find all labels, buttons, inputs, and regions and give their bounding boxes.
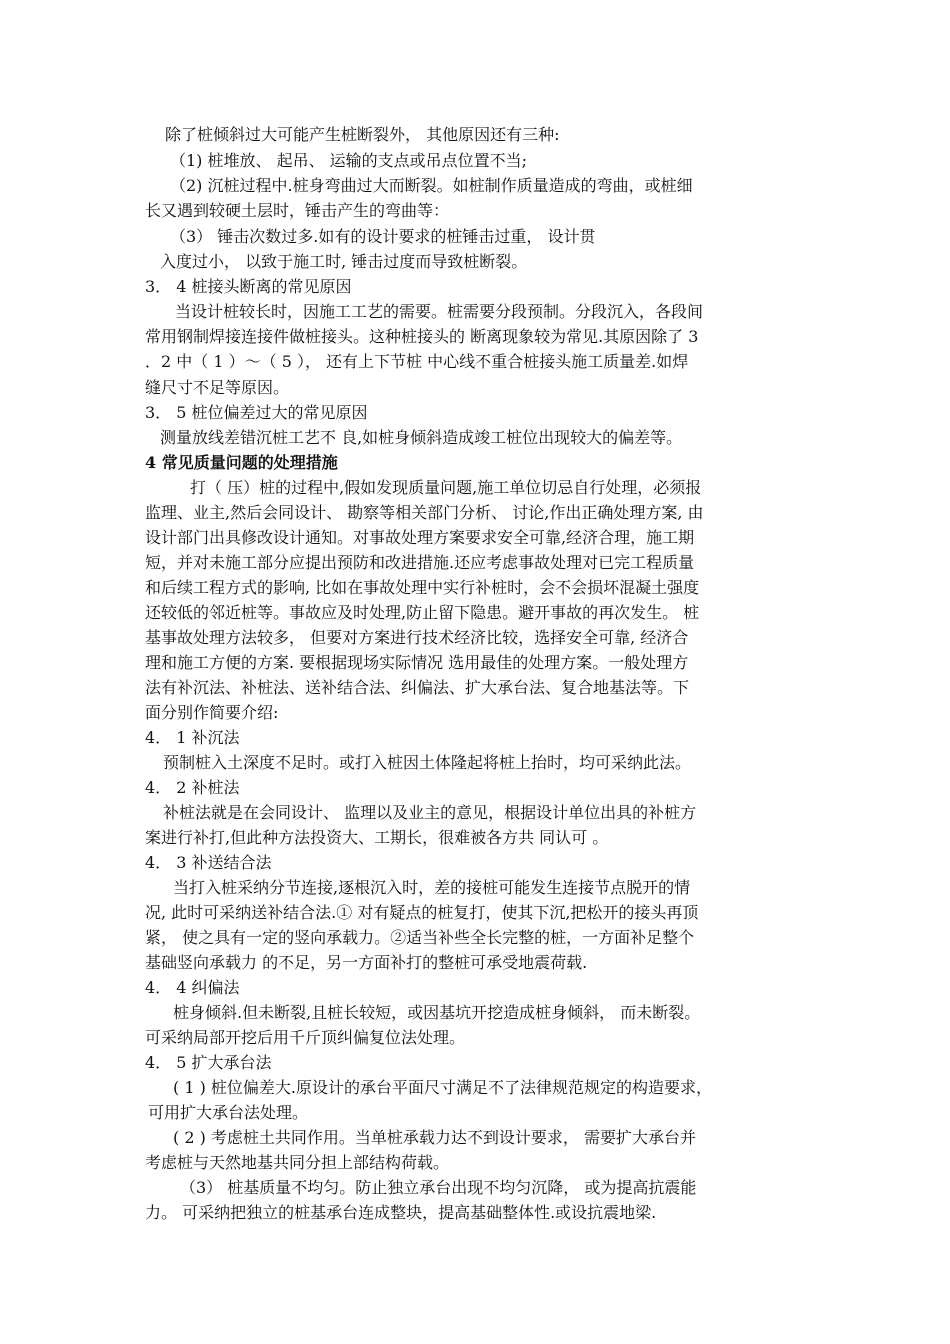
list-item-line: （3） 锤击次数过多.如有的设计要求的桩锤击过重， 设计贯 xyxy=(170,227,596,246)
body-line: 况, 此时可采纳送补结合法.① 对有疑点的桩复打，使其下沉,把松开的接头再顶 xyxy=(145,903,699,922)
body-line: 设计部门出具修改设计通知。对事故处理方案要求安全可靠,经济合理，施工期 xyxy=(145,528,695,547)
list-item-line: （3） 桩基质量不均匀。防止独立承台出现不均匀沉降， 或为提高抗震能 xyxy=(180,1178,697,1197)
body-line: 还较低的邻近桩等。事故应及时处理,防止留下隐患。避开事故的再次发生。 桩 xyxy=(145,603,700,622)
section-heading: 4． 5 扩大承台法 xyxy=(145,1053,272,1072)
section-heading: 4． 2 补桩法 xyxy=(145,778,240,797)
body-line: 基础竖向承载力 的不足，另一方面补打的整桩可承受地震荷载. xyxy=(145,953,588,972)
body-line: 案进行补打,但此种方法投资大、工期长，很难被各方共 同认可 。 xyxy=(145,828,609,847)
body-line: 理和施工方便的方案. 要根据现场实际情况 选用最佳的处理方案。一般处理方 xyxy=(145,653,689,672)
section-heading: 3． 5 桩位偏差过大的常见原因 xyxy=(145,403,368,422)
section-heading: 4． 1 补沉法 xyxy=(145,728,240,747)
body-line: 当设计桩较长时，因施工工艺的需要。桩需要分段预制。分段沉入，各段间 xyxy=(175,302,704,321)
list-item-line: （1) 桩堆放、 起吊、 运输的支点或吊点位置不当; xyxy=(170,151,528,170)
body-line: 当打入桩采纳分节连接,逐根沉入时，差的接桩可能发生连接节点脱开的情 xyxy=(173,878,691,897)
section-heading: 4． 4 纠偏法 xyxy=(145,978,240,997)
body-line: 法有补沉法、补桩法、送补结合法、纠偏法、扩大承台法、复合地基法等。下 xyxy=(145,678,690,697)
body-line: 长又遇到较硬土层时，锤击产生的弯曲等： xyxy=(145,201,450,220)
body-line: 基事故处理方法较多， 但要对方案进行技术经济比较，选择安全可靠, 经济合 xyxy=(145,628,689,647)
body-line: 入度过小， 以致于施工时, 锤击过度而导致桩断裂。 xyxy=(160,252,528,271)
body-line: 缝尺寸不足等原因。 xyxy=(145,378,290,397)
body-line: 除了桩倾斜过大可能产生桩断裂外， 其他原因还有三种: xyxy=(165,125,560,144)
section-heading: 4． 3 补送结合法 xyxy=(145,853,272,872)
body-line: 短，并对未施工部分应提出预防和改进措施.还应考虑事故处理对已完工程质量 xyxy=(145,553,695,572)
chapter-heading: 4 常见质量问题的处理措施 xyxy=(145,453,338,472)
body-line: 预制桩入土深度不足时。或打入桩因土体隆起将桩上抬时，均可采纳此法。 xyxy=(163,753,692,772)
body-line: 补桩法就是在会同设计、 监理以及业主的意见，根据设计单位出具的补桩方 xyxy=(163,803,697,822)
body-line: 测量放线差错沉桩工艺不 良,如桩身倾斜造成竣工桩位出现较大的偏差等。 xyxy=(160,428,683,447)
body-line: 可用扩大承台法处理。 xyxy=(148,1103,309,1122)
body-line: ．2 中（ 1 ）～（ 5 ）， 还有上下节桩 中心线不重合桩接头施工质量差.如焊 xyxy=(145,352,689,371)
body-line: 面分别作简要介绍: xyxy=(145,703,279,722)
body-line: 打（ 压）桩的过程中,假如发现质量问题,施工单位切忌自行处理，必须报 xyxy=(190,478,702,497)
body-line: 常用钢制焊接连接件做桩接头。这种桩接头的 断离现象较为常见.其原因除了 3 xyxy=(145,327,699,346)
body-line: 紧， 使之具有一定的竖向承载力。②适当补些全长完整的桩，一方面补足整个 xyxy=(145,928,695,947)
list-item-line: （2) 沉桩过程中.桩身弯曲过大而断裂。如桩制作质量造成的弯曲，或桩细 xyxy=(170,176,693,195)
body-line: 桩身倾斜.但未断裂,且桩长较短，或因基坑开挖造成桩身倾斜， 而未断裂。 xyxy=(173,1003,701,1022)
list-item-line: ( 2 ) 考虑桩土共同作用。当单桩承载力达不到设计要求， 需要扩大承台并 xyxy=(173,1128,697,1147)
list-item-line: ( 1 ) 桩位偏差大.原设计的承台平面尺寸满足不了法律规范规定的构造要求， xyxy=(173,1078,713,1097)
body-line: 考虑桩与天然地基共同分担上部结构荷载。 xyxy=(145,1153,450,1172)
body-line: 和后续工程方式的影响, 比如在事故处理中实行补桩时，会不会损坏混凝土强度 xyxy=(145,578,700,597)
section-heading: 3． 4 桩接头断离的常见原因 xyxy=(145,277,352,296)
body-line: 力。 可采纳把独立的桩基承台连成整块，提高基础整体性.或设抗震地梁. xyxy=(145,1203,657,1222)
body-line: 监理、业主,然后会同设计、 勘察等相关部门分析、 讨论,作出正确处理方案, 由 xyxy=(145,503,704,522)
body-line: 可采纳局部开挖后用千斤顶纠偏复位法处理。 xyxy=(145,1028,466,1047)
